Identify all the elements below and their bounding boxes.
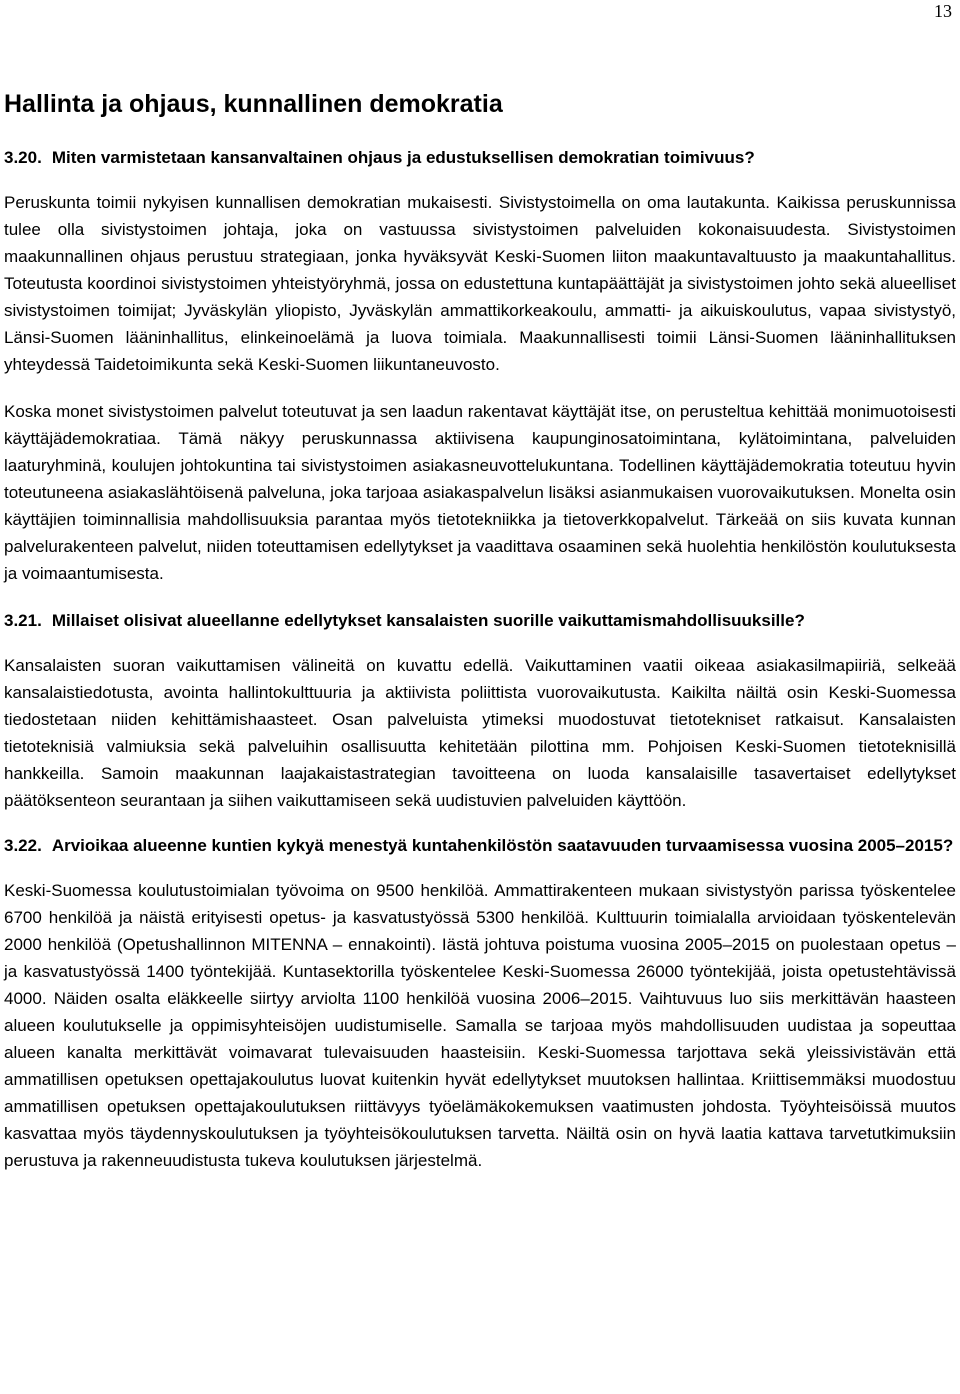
paragraph: Keski-Suomessa koulutustoimialan työvoima on 9500 henkilöä. Ammattirakenteen mukaan sivistystyön parissa työskentelee 6700 henkilöä ja näistä erityisesti opetus- ja kasvatustyössä 5300 henkilöä. Kulttuurin toimialalla arvioidaan työskentelevän 2000 henkilöä (Opetushallinnon MITENNA – ennakointi). Iästä johtuva poistuma vuosina 2005–2015 on puolestaan opetus – ja kasvatustyössä 1400 työntekijää. Kuntasektorilla työskentelee Keski-Suomessa 26000 työntekijää, joista opetustehtävissä 4000. Näiden osalta eläkkeelle siirtyy arviolta 1100 henkilöä vuosina 2006–2015. Vaihtuvuus luo siis merkittävän haasteen alueen koulutukselle ja oppimisyhteisöjen uudistumiselle. Samalla se tarjoaa myös mahdollisuuden uudistaa ja sopeuttaa alueen kanalta merkittävät voimavarat tulevaisuuden haasteisiin. Keski-Suomessa tarjottava sekä yleissivistävän että ammatillisen opetuksen opettajakoulutus luovat kuitenkin hyvät edellytykset muutoksen hallintaa. Kriittisemmäksi muodostuu ammatillisen opetuksen opettajakoulutuksen riittävyys työelämäkokemuksen vaatimusten johdosta. Työyhteisöissä muutos kasvattaa myös täydennyskoulutuksen ja työyhteisökoulutuksen tarvetta. Näiltä osin on hyvä laatia kattava tarvetutkimuksiin perustuva ja rakenneuudistusta tukeva koulutuksen järjestelmä. — [4, 881, 956, 1170]
section-number: 3.20. — [4, 148, 42, 167]
section-3-22 — [4, 832, 956, 1174]
section-title: Arvioikaa alueenne kuntien kykyä menestyä kuntahenkilöstön saatavuuden turvaamisessa vuosina 2005–2015? — [51, 836, 954, 855]
section-title: Miten varmistetaan kansanvaltainen ohjaus ja edustuksellisen demokratian toimivuus? — [51, 148, 755, 167]
section-3-21 — [4, 607, 956, 814]
page-heading: Hallinta ja ohjaus, kunnallinen demokratia — [4, 90, 503, 118]
paragraph: Peruskunta toimii nykyisen kunnallisen demokratian mukaisesti. Sivistystoimella on oma lautakunta. Kaikissa peruskunnissa tulee olla sivistystoimen johtaja, joka on vastuussa sivistystoimen palveluiden kokonaisuudesta. Sivistystoimen maakunnallinen ohjaus perustuu strategiaan, jonka hyväksyvät Keski-Suomen liiton maakuntavaltuusto ja maakuntahallitus. Toteutusta koordinoi sivistystoimen yhteistyöryhmä, jossa on edustettuna kuntapäättäjät ja sivistystoimen johto sekä alueelliset sivistystoimen toimijat; Jyväskylän yliopisto, Jyväskylän ammattikorkeakoulu, ammatti- ja aikuiskoulutus, vapaa sivistystyö, Länsi-Suomen lääninhallitus, elinkeinoelämä ja luova toimiala. Maakunnallisesti toimii Länsi-Suomen lääninhallituksen yhteydessä Taidetoimikunta sekä Keski-Suomen liikuntaneuvosto. — [4, 193, 956, 374]
page-number: 13 — [934, 1, 952, 21]
section-heading — [4, 144, 956, 171]
section-3-20 — [4, 144, 956, 587]
section-number: 3.21. — [4, 611, 42, 630]
section-heading — [4, 607, 956, 634]
section-title: Millaiset olisivat alueellanne edellytykset kansalaisten suorille vaikuttamismahdollisuuksille? — [51, 611, 805, 630]
paragraph: Kansalaisten suoran vaikuttamisen välineitä on kuvattu edellä. Vaikuttaminen vaatii oikeaa asiakasilmapiiriä, selkeää kansalaistiedotusta, avointa hallintokulttuuria ja aktiivista poliittista vuorovaikutusta. Kaikilta näiltä osin Keski-Suomessa tiedostetaan niiden kehittämishaasteet. Osan palveluista ytimeksi muodostuvat tietotekniset ratkaisut. Kansalaisten tietoteknisiä valmiuksia sekä palveluihin osallisuutta kehitetään pilottina mm. Pohjoisen Keski-Suomen tietoteknisillä hankkeilla. Samoin maakunnan laajakaistastrategian tavoitteena on luoda kansalaisille tasavertaiset edellytykset päätöksenteon seurantaan ja siihen vaikuttamiseen sekä uudistuvien palveluiden käyttöön. — [4, 656, 956, 810]
document-body — [4, 88, 956, 1194]
section-number: 3.22. — [4, 836, 42, 855]
section-heading — [4, 832, 956, 859]
paragraph: Koska monet sivistystoimen palvelut toteutuvat ja sen laadun rakentavat käyttäjät itse, on perusteltua kehittää monimuotoisesti käyttäjädemokratiaa. Tämä näkyy peruskunnassa aktiivisena kaupunginosatoimintana, kylätoimintana, palveluiden laaturyhminä, koulujen johtokuntina tai sivistystoimen asiakasneuvottelukuntana. Todellinen käyttäjädemokratia toteutuu hyvin toteutuneena asiakaslähtöisenä palveluna, joka tarjoaa asiakaspalvelun lisäksi asianmukaisen vuorovaikutuksen. Monelta osin käyttäjien toiminnallisia mahdollisuuksia parantaa myös tietotekniikka ja tietoverkkopalvelut. Tärkeää on siis kuvata kunnan palvelurakenteen palvelut, niiden toteuttamisen edellytykset ja vaadittava osaaminen sekä huolehtia henkilöstön koulutuksesta ja voimaantumisesta. — [4, 402, 956, 583]
